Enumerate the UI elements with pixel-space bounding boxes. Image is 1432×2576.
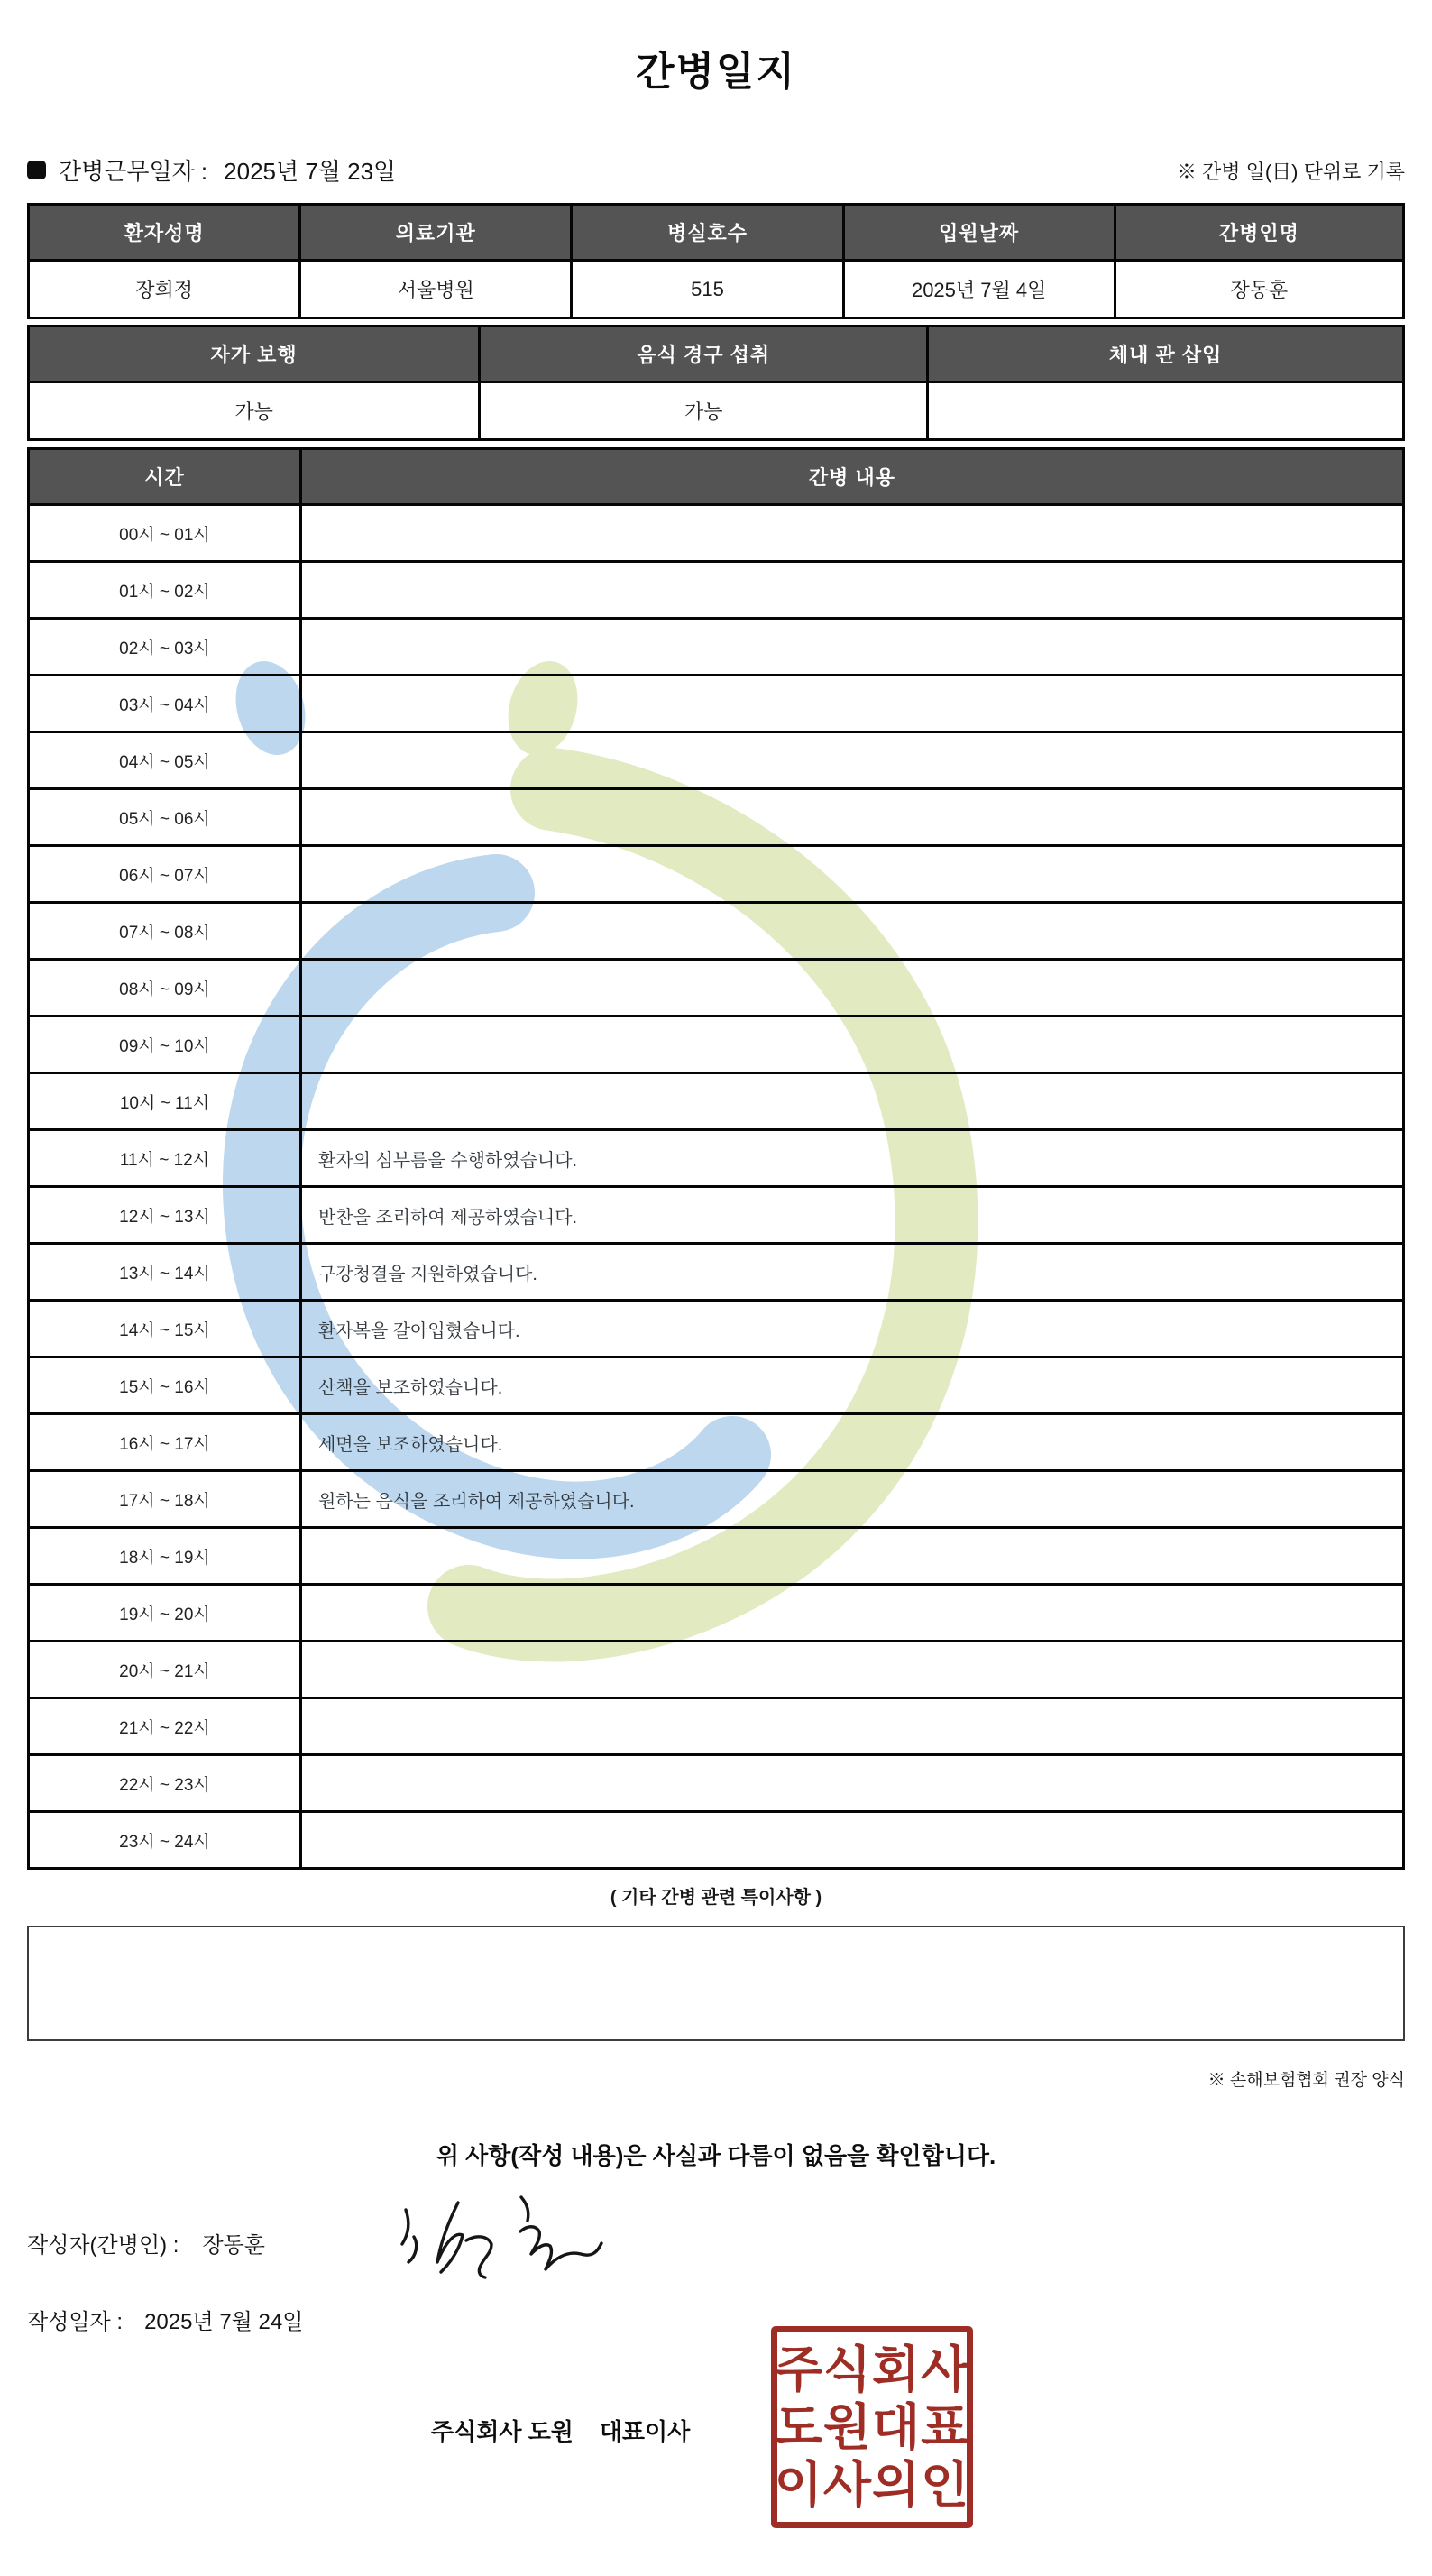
care-row bbox=[29, 1642, 1404, 1698]
care-row-time: 07시 ~ 08시 bbox=[29, 903, 301, 960]
care-row-time: 23시 ~ 24시 bbox=[29, 1812, 301, 1869]
care-row bbox=[29, 562, 1404, 619]
header-tube-insertion: 체내 관 삽입 bbox=[928, 327, 1404, 382]
stamp-line-3: 이사의인 bbox=[774, 2457, 970, 2513]
care-row bbox=[29, 1357, 1404, 1414]
care-row-time: 02시 ~ 03시 bbox=[29, 619, 301, 676]
care-row-content bbox=[300, 562, 1403, 619]
care-row-content bbox=[300, 960, 1403, 1017]
signature-handwriting bbox=[386, 2185, 620, 2279]
confirmation-statement: 위 사항(작성 내용)은 사실과 다름이 없음을 확인합니다. bbox=[436, 2142, 996, 2169]
care-row-content: 환자의 심부름을 수행하였습니다. bbox=[300, 1130, 1403, 1187]
care-row-time: 05시 ~ 06시 bbox=[29, 789, 301, 846]
value-medical-institution: 서울병원 bbox=[300, 261, 572, 318]
writer-line bbox=[27, 2227, 1405, 2259]
care-row bbox=[29, 1244, 1404, 1301]
stamp-line-2: 도원대표 bbox=[774, 2399, 970, 2455]
care-row bbox=[29, 1130, 1404, 1187]
care-row-time: 00시 ~ 01시 bbox=[29, 505, 301, 562]
written-date-line bbox=[27, 2304, 1405, 2335]
care-row bbox=[29, 789, 1404, 846]
care-row-time: 18시 ~ 19시 bbox=[29, 1528, 301, 1585]
patient-header-row bbox=[29, 205, 1404, 261]
patient-info-table bbox=[27, 203, 1405, 319]
work-date-label: 간병근무일자 : bbox=[59, 158, 208, 185]
care-row bbox=[29, 1755, 1404, 1812]
care-header-row bbox=[29, 449, 1404, 505]
status-header-row bbox=[29, 327, 1404, 382]
header-patient-name: 환자성명 bbox=[29, 205, 300, 261]
care-row-time: 17시 ~ 18시 bbox=[29, 1471, 301, 1528]
care-row bbox=[29, 1698, 1404, 1755]
care-row bbox=[29, 1073, 1404, 1130]
care-row-time: 03시 ~ 04시 bbox=[29, 676, 301, 732]
header-oral-intake: 음식 경구 섭취 bbox=[480, 327, 928, 382]
value-self-walking: 가능 bbox=[29, 382, 480, 440]
care-row bbox=[29, 732, 1404, 789]
care-row bbox=[29, 1187, 1404, 1244]
care-row-content: 산책을 보조하였습니다. bbox=[300, 1357, 1403, 1414]
care-row-time: 13시 ~ 14시 bbox=[29, 1244, 301, 1301]
value-room-number: 515 bbox=[572, 261, 843, 318]
status-value-row bbox=[29, 382, 1404, 440]
care-row-content: 구강청결을 지원하였습니다. bbox=[300, 1244, 1403, 1301]
care-row-time: 21시 ~ 22시 bbox=[29, 1698, 301, 1755]
written-date-label: 작성일자 : bbox=[27, 2310, 124, 2334]
care-row bbox=[29, 619, 1404, 676]
care-row-time: 08시 ~ 09시 bbox=[29, 960, 301, 1017]
care-row-content bbox=[300, 1017, 1403, 1073]
care-row bbox=[29, 505, 1404, 562]
care-row-content bbox=[300, 619, 1403, 676]
care-row-content: 환자복을 갈아입혔습니다. bbox=[300, 1301, 1403, 1357]
care-row-content bbox=[300, 1585, 1403, 1642]
company-line: 주식회사 도원 대표이사 bbox=[431, 2418, 691, 2445]
care-row-time: 12시 ~ 13시 bbox=[29, 1187, 301, 1244]
care-row-content bbox=[300, 1812, 1403, 1869]
header-medical-institution: 의료기관 bbox=[300, 205, 572, 261]
stamp-line-1: 주식회사 bbox=[774, 2341, 970, 2397]
header-admission-date: 입원날짜 bbox=[843, 205, 1115, 261]
care-row bbox=[29, 1585, 1404, 1642]
care-row bbox=[29, 903, 1404, 960]
notes-box bbox=[27, 1926, 1405, 2041]
care-row-content bbox=[300, 732, 1403, 789]
care-row-content bbox=[300, 1755, 1403, 1812]
writer-name: 장동훈 bbox=[202, 2233, 265, 2258]
corporate-seal-stamp bbox=[771, 2326, 973, 2528]
care-row bbox=[29, 1414, 1404, 1471]
care-row bbox=[29, 846, 1404, 903]
page-title: 간병일지 bbox=[635, 50, 796, 94]
care-row bbox=[29, 1812, 1404, 1869]
header-room-number: 병실호수 bbox=[572, 205, 843, 261]
writer-label: 작성자(간병인) : bbox=[27, 2233, 179, 2258]
written-date-value: 2025년 7월 24일 bbox=[144, 2310, 304, 2334]
care-row-time: 09시 ~ 10시 bbox=[29, 1017, 301, 1073]
unit-note: ※ 간병 일(日) 단위로 기록 bbox=[1176, 161, 1405, 183]
patient-status-table bbox=[27, 325, 1405, 441]
care-row-time: 01시 ~ 02시 bbox=[29, 562, 301, 619]
header-care-content: 간병 내용 bbox=[300, 449, 1403, 505]
care-row-content bbox=[300, 846, 1403, 903]
care-row-content bbox=[300, 1073, 1403, 1130]
header-self-walking: 자가 보행 bbox=[29, 327, 480, 382]
care-row-time: 22시 ~ 23시 bbox=[29, 1755, 301, 1812]
care-log-table bbox=[27, 447, 1405, 1870]
care-table-body bbox=[29, 505, 1404, 1869]
care-row-content bbox=[300, 1642, 1403, 1698]
care-row-time: 04시 ~ 05시 bbox=[29, 732, 301, 789]
header-time: 시간 bbox=[29, 449, 301, 505]
care-row-content: 반찬을 조리하여 제공하였습니다. bbox=[300, 1187, 1403, 1244]
value-caregiver-name: 장동훈 bbox=[1115, 261, 1403, 318]
value-oral-intake: 가능 bbox=[480, 382, 928, 440]
care-row bbox=[29, 1471, 1404, 1528]
care-row-time: 11시 ~ 12시 bbox=[29, 1130, 301, 1187]
care-row-time: 15시 ~ 16시 bbox=[29, 1357, 301, 1414]
care-row-content: 세면을 보조하였습니다. bbox=[300, 1414, 1403, 1471]
care-row-time: 14시 ~ 15시 bbox=[29, 1301, 301, 1357]
care-row-content: 원하는 음식을 조리하여 제공하였습니다. bbox=[300, 1471, 1403, 1528]
value-admission-date: 2025년 7월 4일 bbox=[843, 261, 1115, 318]
care-row bbox=[29, 1301, 1404, 1357]
value-tube-insertion bbox=[928, 382, 1404, 440]
header-caregiver-name: 간병인명 bbox=[1115, 205, 1403, 261]
care-row bbox=[29, 676, 1404, 732]
care-row-time: 16시 ~ 17시 bbox=[29, 1414, 301, 1471]
care-row-content bbox=[300, 505, 1403, 562]
care-row bbox=[29, 1528, 1404, 1585]
care-row-content bbox=[300, 903, 1403, 960]
meta-row bbox=[27, 153, 1405, 187]
value-patient-name: 장희정 bbox=[29, 261, 300, 318]
care-row bbox=[29, 960, 1404, 1017]
patient-value-row bbox=[29, 261, 1404, 318]
care-row-content bbox=[300, 789, 1403, 846]
notes-heading: ( 기타 간병 관련 특이사항 ) bbox=[610, 1888, 822, 1908]
care-row-time: 20시 ~ 21시 bbox=[29, 1642, 301, 1698]
care-row-time: 19시 ~ 20시 bbox=[29, 1585, 301, 1642]
care-row-time: 06시 ~ 07시 bbox=[29, 846, 301, 903]
care-row-content bbox=[300, 676, 1403, 732]
care-row-content bbox=[300, 1698, 1403, 1755]
care-row-time: 10시 ~ 11시 bbox=[29, 1073, 301, 1130]
care-row-content bbox=[300, 1528, 1403, 1585]
work-date-line bbox=[27, 153, 396, 187]
care-row bbox=[29, 1017, 1404, 1073]
form-note: ※ 손해보험협회 권장 양식 bbox=[1207, 2071, 1405, 2090]
work-date-value: 2025년 7월 23일 bbox=[224, 158, 397, 185]
square-bullet-icon bbox=[27, 161, 46, 179]
